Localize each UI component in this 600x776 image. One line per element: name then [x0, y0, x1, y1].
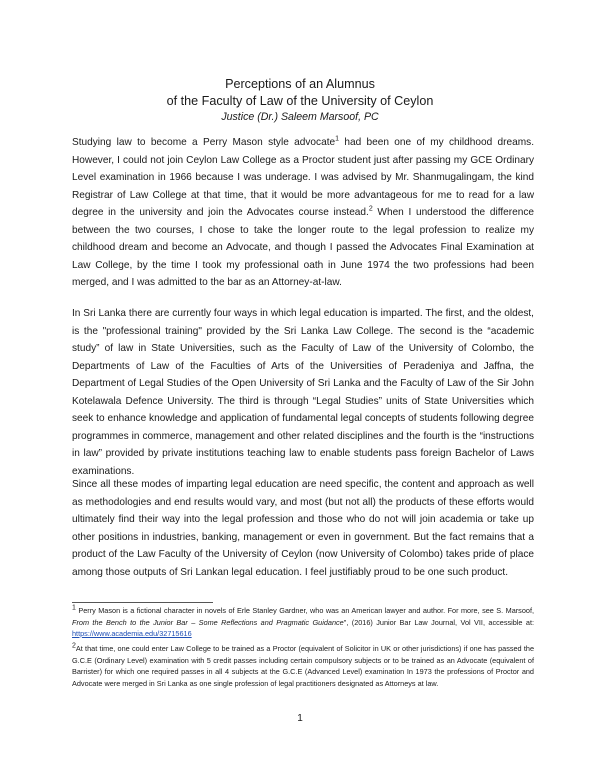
footnote-1	[72, 605, 534, 640]
document-title-line1: Perceptions of an Alumnus	[225, 77, 375, 91]
footnote-divider	[72, 602, 213, 603]
page-number: 1	[297, 713, 303, 724]
footnote-2	[72, 643, 534, 689]
footnote-1-marker: 1	[72, 604, 76, 612]
footnote-1-text-b: ", (2016) Junior Bar Law Journal, Vol VII, accessible at:	[343, 617, 534, 627]
paragraph-1-text-c: When I understood the difference between the two courses, I chose to take the longer route to the legal profession to realize my childhood dream and become an Advocate, and though I passed the Advocates Final Examination at Law College, by the time I took my professional oath in June 1974 the two professions had been merged, and I was admitted to the bar as an Attorney-at-law.	[72, 207, 534, 288]
footnote-1-link[interactable]: https://www.academia.edu/32715616	[72, 629, 192, 638]
paragraph-1	[72, 134, 534, 292]
footnote-1-cited-title: From the Bench to the Junior Bar – Some Reflections and Pragmatic Guidance	[72, 617, 344, 627]
paragraph-3: Since all these modes of imparting legal education are need specific, the content and approach as well as methodologies and end results would vary, and most (but not all) the products of these efforts would ultimately find their way into the legal profession and those who do not will join academia or take up other positions in industries, banking, management or even in government. But the fact remains that a product of the Law Faculty of the University of Ceylon (now University of Colombo) takes pride of place among those outputs of Sri Lankan legal education. I feel justifiably proud to be one such product.	[72, 479, 534, 578]
paragraph-1-text-a: Studying law to become a Perry Mason style advocate	[72, 137, 336, 148]
footnote-2-marker: 2	[72, 642, 76, 650]
footnote-ref-2[interactable]: 2	[368, 205, 373, 213]
author-byline: Justice (Dr.) Saleem Marsoof, PC	[221, 111, 379, 123]
paragraph-1-text-b: had been one of my childhood dreams. However, I could not join Ceylon Law College as a Proctor student just after passing my GCE Ordinary Level examination in 1966 because I was underage. I was advised by Mr. Shanmugalingam, the kind Registrar of Law College at that time, that it would be more advantageous for me to read for a law degree in the university and join the Advocates course instead.	[72, 137, 535, 218]
document-title-line2: of the Faculty of Law of the University of Ceylon	[166, 94, 434, 108]
footnote-1-text-a: Perry Mason is a fictional character in novels of Erle Stanley Gardner, who was an American lawyer and author. For more, see S. Marsoof,	[75, 606, 534, 615]
paragraph-2: In Sri Lanka there are currently four ways in which legal education is imparted. The first, and the oldest, is the "professional training" provided by the Sri Lanka Law College. The second is the “academic study” of law in State Universities, such as the Faculty of Law of the University of Colombo, the Departments of Law of the Faculties of Arts of the Universities of Peradeniya and Jaffna, the Department of Legal Studies of the Open University of Sri Lanka and the Faculty of Law of the Sir John Kotelawala Defence University. The third is through “Legal Studies” units of State Universities which seek to enhance knowledge and application of fundamental legal concepts of students following degree programmes in commerce, management and other related disciplines and the fourth is the “instructions in law” provided by private institutions teaching law to enable students pass foreign Bachelor of Laws examinations.	[72, 308, 534, 477]
footnote-ref-1[interactable]: 1	[335, 135, 340, 143]
footnote-2-text: At that time, one could enter Law College to be trained as a Proctor (equivalent of Solicitor in UK or other jurisdictions) if one has passed the G.C.E (Ordinary Level) examination with 5 credit passes including certain compulsory subjects or to be trained as an Advocate (equivalent of Barrister) for which one required passes in all 4 subjects at the G.C.E (Advanced Level) examination In 1973 the professions of Proctor and Advocate were merged in Sri Lanka as one single profession of legal practitioners designated as Attorneys at law.	[72, 644, 534, 688]
